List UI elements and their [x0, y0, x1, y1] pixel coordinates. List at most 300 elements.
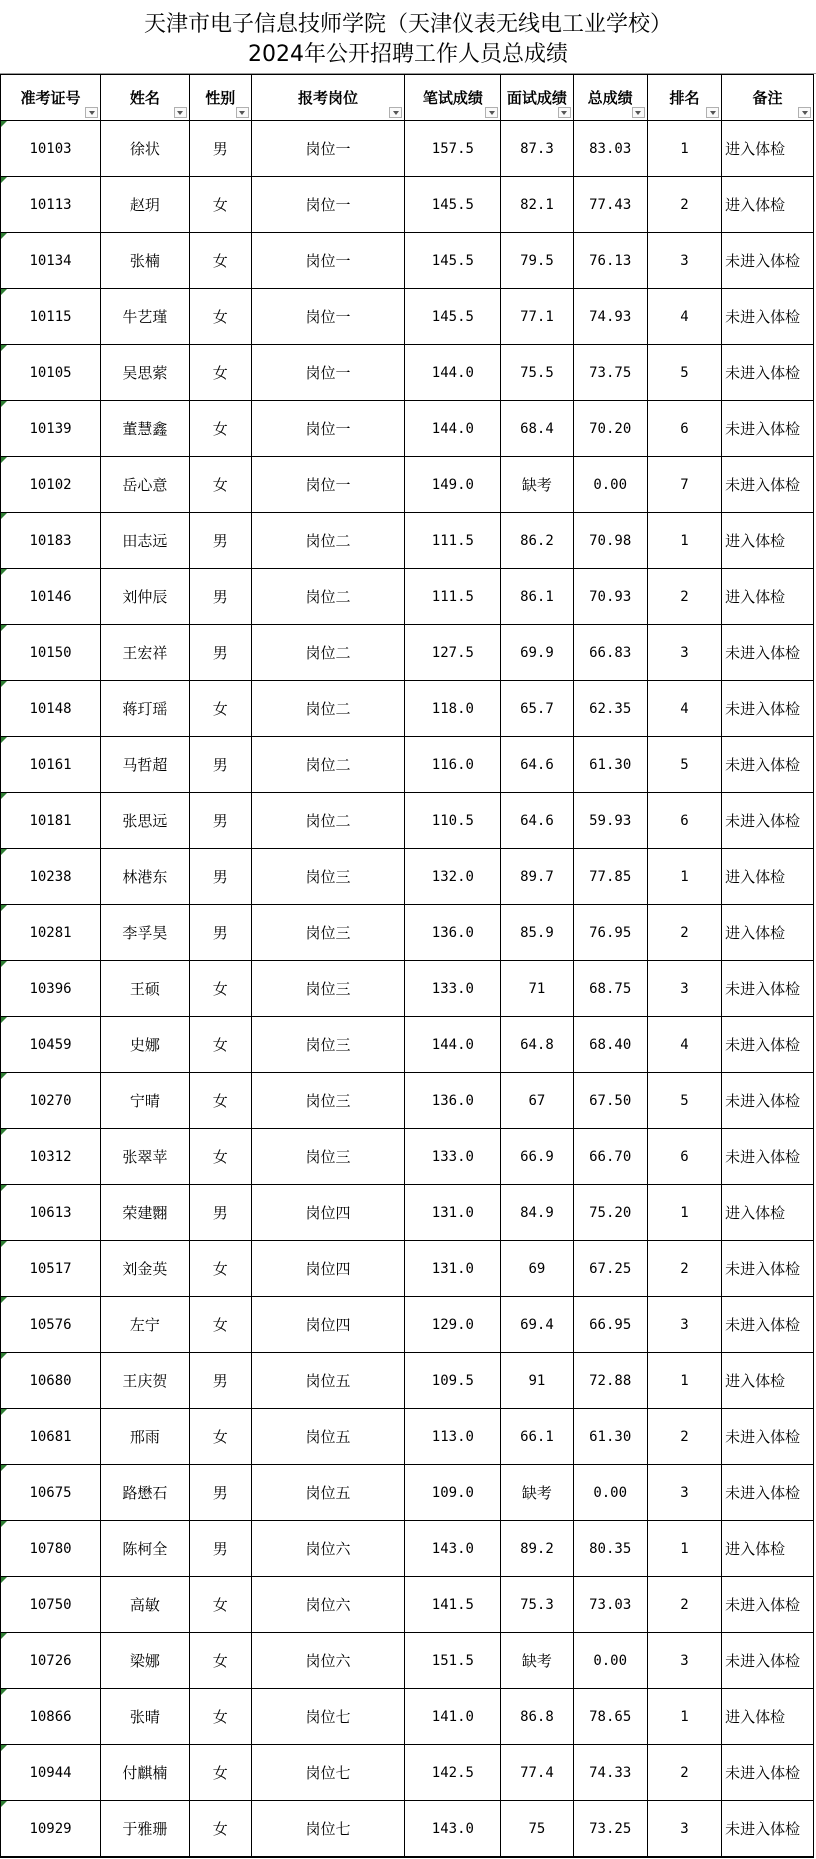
cell-position[interactable]	[251, 1577, 405, 1633]
cell-total-score[interactable]	[573, 177, 647, 233]
cell-total-score[interactable]	[573, 681, 647, 737]
cell-gender[interactable]	[189, 849, 251, 905]
cell-rank[interactable]	[647, 1353, 721, 1409]
cell-gender[interactable]	[189, 1689, 251, 1745]
cell-rank[interactable]	[647, 1689, 721, 1745]
cell-total-score[interactable]	[573, 233, 647, 289]
cell-total-score[interactable]	[573, 569, 647, 625]
cell-rank[interactable]	[647, 177, 721, 233]
cell-written-score[interactable]	[405, 233, 501, 289]
cell-gender[interactable]	[189, 1073, 251, 1129]
cell-written-score[interactable]	[405, 1185, 501, 1241]
cell-exam-id[interactable]	[1, 1073, 101, 1129]
cell-position[interactable]	[251, 513, 405, 569]
cell-interview-score[interactable]	[501, 1689, 573, 1745]
cell-gender[interactable]	[189, 1801, 251, 1858]
cell-written-score[interactable]	[405, 1409, 501, 1465]
cell-rank[interactable]	[647, 1297, 721, 1353]
cell-name[interactable]	[101, 1521, 190, 1577]
cell-exam-id[interactable]	[1, 681, 101, 737]
cell-total-score[interactable]	[573, 1801, 647, 1858]
cell-interview-score[interactable]	[501, 513, 573, 569]
cell-position[interactable]	[251, 793, 405, 849]
cell-gender[interactable]	[189, 1521, 251, 1577]
cell-remark[interactable]	[722, 1353, 814, 1409]
cell-rank[interactable]	[647, 1241, 721, 1297]
cell-exam-id[interactable]	[1, 457, 101, 513]
cell-exam-id[interactable]	[1, 289, 101, 345]
cell-name[interactable]	[101, 625, 190, 681]
filter-dropdown-icon[interactable]	[485, 107, 498, 118]
cell-position[interactable]	[251, 345, 405, 401]
cell-name[interactable]	[101, 569, 190, 625]
cell-name[interactable]	[101, 1073, 190, 1129]
cell-exam-id[interactable]	[1, 1129, 101, 1185]
cell-exam-id[interactable]	[1, 233, 101, 289]
cell-gender[interactable]	[189, 1185, 251, 1241]
cell-exam-id[interactable]	[1, 1577, 101, 1633]
cell-written-score[interactable]	[405, 457, 501, 513]
cell-position[interactable]	[251, 681, 405, 737]
cell-position[interactable]	[251, 1745, 405, 1801]
cell-exam-id[interactable]	[1, 401, 101, 457]
cell-written-score[interactable]	[405, 1801, 501, 1858]
cell-rank[interactable]	[647, 1521, 721, 1577]
cell-remark[interactable]	[722, 961, 814, 1017]
cell-written-score[interactable]	[405, 121, 501, 177]
cell-total-score[interactable]	[573, 1409, 647, 1465]
cell-interview-score[interactable]	[501, 457, 573, 513]
cell-rank[interactable]	[647, 1017, 721, 1073]
cell-remark[interactable]	[722, 1185, 814, 1241]
cell-position[interactable]	[251, 289, 405, 345]
cell-remark[interactable]	[722, 681, 814, 737]
cell-remark[interactable]	[722, 1521, 814, 1577]
cell-gender[interactable]	[189, 401, 251, 457]
cell-interview-score[interactable]	[501, 1129, 573, 1185]
cell-gender[interactable]	[189, 1241, 251, 1297]
cell-name[interactable]	[101, 961, 190, 1017]
cell-exam-id[interactable]	[1, 625, 101, 681]
cell-total-score[interactable]	[573, 625, 647, 681]
cell-position[interactable]	[251, 121, 405, 177]
cell-remark[interactable]	[722, 233, 814, 289]
cell-gender[interactable]	[189, 513, 251, 569]
cell-rank[interactable]	[647, 1465, 721, 1521]
cell-exam-id[interactable]	[1, 1241, 101, 1297]
cell-rank[interactable]	[647, 793, 721, 849]
cell-exam-id[interactable]	[1, 737, 101, 793]
cell-remark[interactable]	[722, 569, 814, 625]
cell-exam-id[interactable]	[1, 1465, 101, 1521]
cell-rank[interactable]	[647, 849, 721, 905]
cell-total-score[interactable]	[573, 401, 647, 457]
cell-value: 路懋石	[122, 1484, 168, 1502]
cell-interview-score[interactable]	[501, 1465, 573, 1521]
cell-rank[interactable]	[647, 401, 721, 457]
cell-rank[interactable]	[647, 1745, 721, 1801]
cell-written-score[interactable]	[405, 681, 501, 737]
cell-name[interactable]	[101, 513, 190, 569]
cell-exam-id[interactable]	[1, 569, 101, 625]
cell-name[interactable]	[101, 1689, 190, 1745]
cell-gender[interactable]	[189, 1465, 251, 1521]
cell-remark[interactable]	[722, 289, 814, 345]
cell-gender[interactable]	[189, 1745, 251, 1801]
cell-exam-id[interactable]	[1, 1633, 101, 1689]
cell-total-score[interactable]	[573, 1241, 647, 1297]
cell-interview-score[interactable]	[501, 121, 573, 177]
cell-remark[interactable]	[722, 1745, 814, 1801]
cell-value: 68.4	[520, 420, 554, 437]
cell-interview-score[interactable]	[501, 737, 573, 793]
cell-rank[interactable]	[647, 681, 721, 737]
cell-name[interactable]	[101, 1241, 190, 1297]
cell-position[interactable]	[251, 1353, 405, 1409]
cell-interview-score[interactable]	[501, 1633, 573, 1689]
cell-interview-score[interactable]	[501, 1409, 573, 1465]
cell-remark[interactable]	[722, 457, 814, 513]
cell-interview-score[interactable]	[501, 1073, 573, 1129]
green-triangle-marker-icon	[1, 737, 7, 743]
cell-remark[interactable]	[722, 1297, 814, 1353]
cell-rank[interactable]	[647, 737, 721, 793]
cell-position[interactable]	[251, 961, 405, 1017]
cell-position[interactable]	[251, 401, 405, 457]
cell-interview-score[interactable]	[501, 401, 573, 457]
cell-written-score[interactable]	[405, 177, 501, 233]
cell-interview-score[interactable]	[501, 1801, 573, 1858]
cell-total-score[interactable]	[573, 961, 647, 1017]
cell-gender[interactable]	[189, 345, 251, 401]
cell-gender[interactable]	[189, 1577, 251, 1633]
cell-total-score[interactable]	[573, 737, 647, 793]
cell-interview-score[interactable]	[501, 681, 573, 737]
cell-name[interactable]	[101, 1129, 190, 1185]
cell-name[interactable]	[101, 233, 190, 289]
cell-value: 64.6	[520, 756, 554, 773]
cell-written-score[interactable]	[405, 345, 501, 401]
cell-interview-score[interactable]	[501, 569, 573, 625]
cell-total-score[interactable]	[573, 1633, 647, 1689]
cell-position[interactable]	[251, 1689, 405, 1745]
column-header-position	[251, 75, 405, 121]
green-triangle-marker-icon	[1, 1801, 7, 1807]
cell-value: 女	[212, 1764, 228, 1782]
cell-position[interactable]	[251, 233, 405, 289]
cell-gender[interactable]	[189, 1129, 251, 1185]
cell-rank[interactable]	[647, 1185, 721, 1241]
cell-remark[interactable]	[722, 849, 814, 905]
filter-dropdown-icon[interactable]	[389, 107, 402, 118]
cell-remark[interactable]	[722, 1465, 814, 1521]
cell-written-score[interactable]	[405, 1129, 501, 1185]
cell-name[interactable]	[101, 1353, 190, 1409]
cell-remark[interactable]	[722, 1801, 814, 1858]
cell-gender[interactable]	[189, 625, 251, 681]
cell-position[interactable]	[251, 1297, 405, 1353]
cell-value: 未进入体检	[725, 1260, 801, 1278]
cell-remark[interactable]	[722, 177, 814, 233]
cell-exam-id[interactable]	[1, 905, 101, 961]
cell-interview-score[interactable]	[501, 233, 573, 289]
cell-interview-score[interactable]	[501, 1353, 573, 1409]
cell-total-score[interactable]	[573, 345, 647, 401]
cell-written-score[interactable]	[405, 1577, 501, 1633]
cell-written-score[interactable]	[405, 1017, 501, 1073]
cell-written-score[interactable]	[405, 1521, 501, 1577]
cell-position[interactable]	[251, 737, 405, 793]
cell-interview-score[interactable]	[501, 345, 573, 401]
cell-gender[interactable]	[189, 457, 251, 513]
cell-gender[interactable]	[189, 569, 251, 625]
cell-remark[interactable]	[722, 1409, 814, 1465]
cell-written-score[interactable]	[405, 1465, 501, 1521]
cell-exam-id[interactable]	[1, 1409, 101, 1465]
cell-name[interactable]	[101, 1801, 190, 1858]
cell-remark[interactable]	[722, 1073, 814, 1129]
cell-name[interactable]	[101, 793, 190, 849]
cell-position[interactable]	[251, 457, 405, 513]
cell-written-score[interactable]	[405, 1297, 501, 1353]
cell-remark[interactable]	[722, 793, 814, 849]
cell-total-score[interactable]	[573, 1353, 647, 1409]
cell-written-score[interactable]	[405, 513, 501, 569]
cell-rank[interactable]	[647, 233, 721, 289]
cell-name[interactable]	[101, 345, 190, 401]
cell-rank[interactable]	[647, 289, 721, 345]
filter-dropdown-icon[interactable]	[558, 107, 571, 118]
cell-name[interactable]	[101, 1017, 190, 1073]
cell-total-score[interactable]	[573, 1745, 647, 1801]
cell-interview-score[interactable]	[501, 849, 573, 905]
cell-position[interactable]	[251, 177, 405, 233]
cell-name[interactable]	[101, 905, 190, 961]
cell-interview-score[interactable]	[501, 625, 573, 681]
cell-gender[interactable]	[189, 961, 251, 1017]
cell-interview-score[interactable]	[501, 1577, 573, 1633]
cell-remark[interactable]	[722, 513, 814, 569]
cell-rank[interactable]	[647, 961, 721, 1017]
cell-rank[interactable]	[647, 905, 721, 961]
cell-interview-score[interactable]	[501, 1017, 573, 1073]
filter-dropdown-icon[interactable]	[798, 107, 811, 118]
cell-position[interactable]	[251, 905, 405, 961]
cell-position[interactable]	[251, 1465, 405, 1521]
cell-written-score[interactable]	[405, 905, 501, 961]
cell-exam-id[interactable]	[1, 513, 101, 569]
cell-remark[interactable]	[722, 1129, 814, 1185]
cell-written-score[interactable]	[405, 289, 501, 345]
cell-interview-score[interactable]	[501, 961, 573, 1017]
cell-position[interactable]	[251, 1409, 405, 1465]
cell-total-score[interactable]	[573, 849, 647, 905]
cell-total-score[interactable]	[573, 1577, 647, 1633]
cell-rank[interactable]	[647, 569, 721, 625]
cell-interview-score[interactable]	[501, 289, 573, 345]
cell-exam-id[interactable]	[1, 961, 101, 1017]
cell-exam-id[interactable]	[1, 1521, 101, 1577]
cell-exam-id[interactable]	[1, 1297, 101, 1353]
cell-position[interactable]	[251, 625, 405, 681]
cell-exam-id[interactable]	[1, 1353, 101, 1409]
cell-position[interactable]	[251, 569, 405, 625]
cell-name[interactable]	[101, 1633, 190, 1689]
cell-total-score[interactable]	[573, 793, 647, 849]
cell-total-score[interactable]	[573, 1129, 647, 1185]
cell-exam-id[interactable]	[1, 849, 101, 905]
cell-position[interactable]	[251, 849, 405, 905]
cell-exam-id[interactable]	[1, 1745, 101, 1801]
cell-position[interactable]	[251, 1073, 405, 1129]
cell-name[interactable]	[101, 121, 190, 177]
cell-written-score[interactable]	[405, 1689, 501, 1745]
cell-interview-score[interactable]	[501, 1297, 573, 1353]
cell-name[interactable]	[101, 401, 190, 457]
cell-position[interactable]	[251, 1241, 405, 1297]
cell-total-score[interactable]	[573, 1521, 647, 1577]
cell-interview-score[interactable]	[501, 1241, 573, 1297]
cell-total-score[interactable]	[573, 905, 647, 961]
cell-gender[interactable]	[189, 1017, 251, 1073]
cell-gender[interactable]	[189, 233, 251, 289]
cell-rank[interactable]	[647, 1577, 721, 1633]
cell-gender[interactable]	[189, 905, 251, 961]
cell-name[interactable]	[101, 737, 190, 793]
cell-gender[interactable]	[189, 289, 251, 345]
cell-value: 64.6	[520, 812, 554, 829]
cell-remark[interactable]	[722, 1689, 814, 1745]
cell-total-score[interactable]	[573, 1689, 647, 1745]
cell-total-score[interactable]	[573, 1297, 647, 1353]
cell-written-score[interactable]	[405, 569, 501, 625]
cell-interview-score[interactable]	[501, 1745, 573, 1801]
cell-name[interactable]	[101, 1297, 190, 1353]
cell-rank[interactable]	[647, 513, 721, 569]
cell-position[interactable]	[251, 1185, 405, 1241]
cell-name[interactable]	[101, 1577, 190, 1633]
cell-gender[interactable]	[189, 1353, 251, 1409]
cell-written-score[interactable]	[405, 961, 501, 1017]
cell-interview-score[interactable]	[501, 905, 573, 961]
cell-written-score[interactable]	[405, 793, 501, 849]
cell-gender[interactable]	[189, 121, 251, 177]
cell-position[interactable]	[251, 1017, 405, 1073]
cell-remark[interactable]	[722, 121, 814, 177]
cell-gender[interactable]	[189, 1297, 251, 1353]
cell-written-score[interactable]	[405, 1745, 501, 1801]
cell-rank[interactable]	[647, 625, 721, 681]
cell-gender[interactable]	[189, 1409, 251, 1465]
cell-interview-score[interactable]	[501, 1185, 573, 1241]
cell-interview-score[interactable]	[501, 793, 573, 849]
cell-name[interactable]	[101, 1745, 190, 1801]
cell-gender[interactable]	[189, 681, 251, 737]
cell-written-score[interactable]	[405, 737, 501, 793]
cell-written-score[interactable]	[405, 1073, 501, 1129]
cell-total-score[interactable]	[573, 289, 647, 345]
cell-total-score[interactable]	[573, 1185, 647, 1241]
cell-rank[interactable]	[647, 457, 721, 513]
cell-total-score[interactable]	[573, 1073, 647, 1129]
cell-written-score[interactable]	[405, 849, 501, 905]
cell-remark[interactable]	[722, 1633, 814, 1689]
cell-exam-id[interactable]	[1, 1801, 101, 1858]
cell-remark[interactable]	[722, 737, 814, 793]
cell-rank[interactable]	[647, 1409, 721, 1465]
cell-remark[interactable]	[722, 345, 814, 401]
cell-position[interactable]	[251, 1801, 405, 1858]
filter-dropdown-icon[interactable]	[174, 107, 187, 118]
cell-name[interactable]	[101, 849, 190, 905]
cell-gender[interactable]	[189, 177, 251, 233]
cell-total-score[interactable]	[573, 513, 647, 569]
cell-name[interactable]	[101, 177, 190, 233]
cell-gender[interactable]	[189, 793, 251, 849]
filter-dropdown-icon[interactable]	[236, 107, 249, 118]
cell-rank[interactable]	[647, 1801, 721, 1858]
cell-exam-id[interactable]	[1, 177, 101, 233]
cell-exam-id[interactable]	[1, 793, 101, 849]
cell-name[interactable]	[101, 1409, 190, 1465]
cell-value: 66.83	[589, 644, 632, 661]
cell-name[interactable]	[101, 457, 190, 513]
cell-exam-id[interactable]	[1, 121, 101, 177]
cell-remark[interactable]	[722, 1017, 814, 1073]
cell-remark[interactable]	[722, 905, 814, 961]
cell-rank[interactable]	[647, 121, 721, 177]
cell-value: 未进入体检	[725, 756, 801, 774]
cell-total-score[interactable]	[573, 1017, 647, 1073]
cell-written-score[interactable]	[405, 1241, 501, 1297]
cell-total-score[interactable]	[573, 457, 647, 513]
cell-exam-id[interactable]	[1, 1017, 101, 1073]
cell-remark[interactable]	[722, 401, 814, 457]
cell-total-score[interactable]	[573, 1465, 647, 1521]
cell-position[interactable]	[251, 1521, 405, 1577]
cell-exam-id[interactable]	[1, 345, 101, 401]
cell-remark[interactable]	[722, 1577, 814, 1633]
cell-rank[interactable]	[647, 1129, 721, 1185]
cell-gender[interactable]	[189, 1633, 251, 1689]
cell-exam-id[interactable]	[1, 1689, 101, 1745]
filter-dropdown-icon[interactable]	[706, 107, 719, 118]
cell-written-score[interactable]	[405, 401, 501, 457]
cell-written-score[interactable]	[405, 1353, 501, 1409]
cell-written-score[interactable]	[405, 1633, 501, 1689]
cell-name[interactable]	[101, 681, 190, 737]
cell-rank[interactable]	[647, 1073, 721, 1129]
cell-remark[interactable]	[722, 1241, 814, 1297]
cell-interview-score[interactable]	[501, 177, 573, 233]
cell-exam-id[interactable]	[1, 1185, 101, 1241]
cell-rank[interactable]	[647, 345, 721, 401]
cell-value: 85.9	[520, 924, 554, 941]
cell-rank[interactable]	[647, 1633, 721, 1689]
cell-written-score[interactable]	[405, 625, 501, 681]
cell-name[interactable]	[101, 1185, 190, 1241]
cell-position[interactable]	[251, 1129, 405, 1185]
filter-dropdown-icon[interactable]	[632, 107, 645, 118]
cell-name[interactable]	[101, 289, 190, 345]
cell-gender[interactable]	[189, 737, 251, 793]
cell-remark[interactable]	[722, 625, 814, 681]
cell-position[interactable]	[251, 1633, 405, 1689]
cell-total-score[interactable]	[573, 121, 647, 177]
cell-name[interactable]	[101, 1465, 190, 1521]
cell-interview-score[interactable]	[501, 1521, 573, 1577]
filter-dropdown-icon[interactable]	[85, 107, 98, 118]
